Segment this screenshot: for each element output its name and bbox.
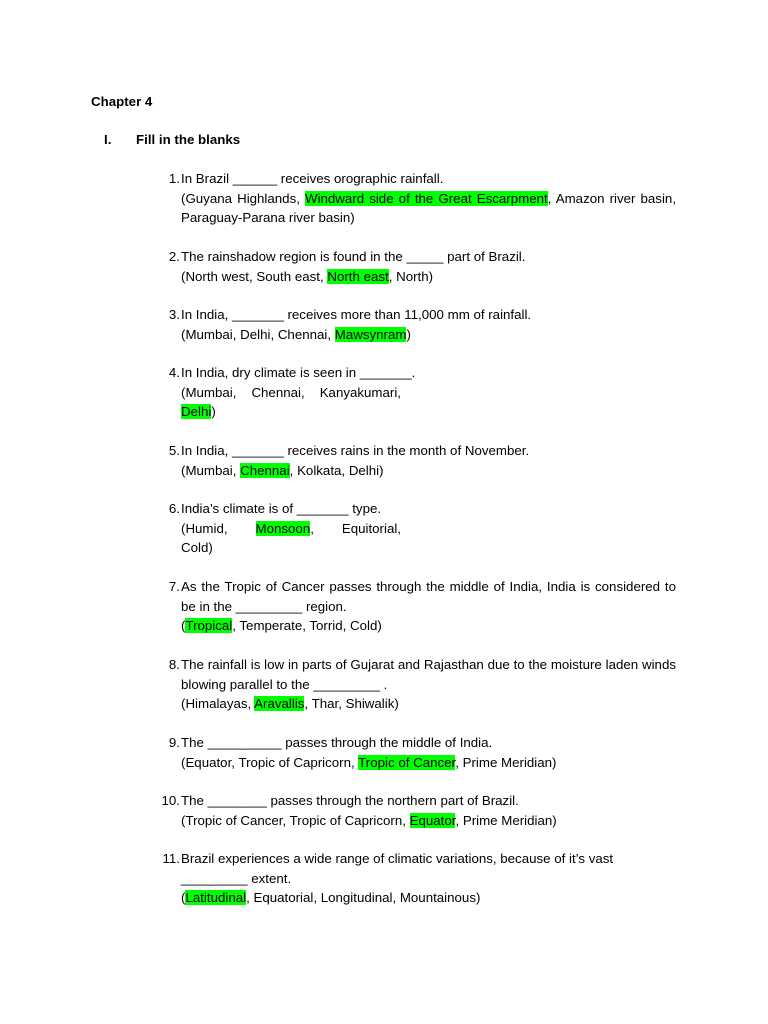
option-answer: Monsoon [255,520,311,536]
question-item [153,305,676,344]
question-item [153,733,676,772]
question-body: As the Tropic of Cancer passes through the middle of India, India is considered to be in the _________ region. (Tropical, Temperate, Torrid, Cold) [181,579,676,633]
question-body: The rainshadow region is found in the _____ part of Brazil. (North west, South east, North east, North) [181,249,526,284]
question-body [181,499,676,558]
question-text: As the Tropic of Cancer passes through the middle of India, India is considered to be in the _________ region. [181,579,676,614]
question-text: Brazil experiences a wide range of climatic variations, because of it’s vast _________ extent. [181,851,614,886]
option-answer: Equator [409,812,456,828]
option-answer: Tropical [185,618,233,633]
option-answer: Chennai [240,462,290,478]
question-number: 10. [161,793,180,808]
option: Himalayas [185,696,248,711]
option: Cold [350,618,378,633]
option: Mountainous [399,890,476,905]
question-number: 1. [168,171,180,186]
question-number: 2. [168,249,180,264]
question-number: 4. [168,365,180,380]
options-line: (Humid, Monsoon, Equitorial, [181,520,401,536]
question-body: In India, _______ receives rains in the month of November. (Mumbai, Chennai, Kolkata, Delhi) [181,443,530,478]
option: Cold [181,540,209,555]
option: Delhi [240,326,271,342]
question-item [153,363,676,422]
option: Guyana Highlands [185,190,297,206]
question-item [153,499,676,558]
option: North [396,268,429,284]
option: Chennai [251,384,301,400]
option: Equitorial [341,520,398,536]
option: Tropic of Capricorn [289,812,403,828]
option-answer: Aravallis [254,696,305,711]
option-answer: Tropic of Cancer [358,754,456,770]
section-number: I. [104,132,112,147]
option: Temperate [239,618,303,633]
question-number: 3. [168,307,180,322]
question-number: 7. [168,579,180,594]
option: Humid [185,520,224,536]
option-answer: Delhi [181,404,212,419]
question-item [153,247,676,286]
option: Thar [311,696,339,711]
option-answer: Latitudinal [185,890,247,905]
option: Kolkata [297,462,342,478]
question-item [153,791,676,830]
option: Prime Meridian [462,754,553,770]
option: Mumbai [185,326,233,342]
question-text: In India, _______ receives more than 11,000 mm of rainfall. [181,307,532,322]
option: Equator [185,754,232,770]
question-number: 9. [168,735,180,750]
option: Longitudinal [320,890,393,905]
options-line: Delhi) [181,404,216,419]
option: North west [185,268,249,284]
option: Prime Meridian [462,812,553,828]
option-answer: North east [327,268,389,284]
option: South east [256,268,320,284]
question-item [153,441,676,480]
chapter-title: Chapter 4 [91,94,153,109]
question-body: Brazil experiences a wide range of climatic variations, because of it’s vast _________ extent. (Latitudinal, Equatorial, Longitudinal, Mountainous) [181,851,614,905]
question-number: 8. [168,657,180,672]
options-line: (Mumbai, Chennai, Kanyakumari, [181,384,401,400]
option: Kanyakumari [319,384,398,400]
option: Equatorial [253,890,314,905]
options-line: Cold) [181,540,213,555]
question-text: The rainfall is low in parts of Gujarat and Rajasthan due to the moisture laden winds blowing parallel to the _________ . [181,657,676,692]
option: Tropic of Capricorn [238,754,352,770]
question-item [153,655,676,714]
question-number: 6. [168,501,180,516]
question-text: In India, dry climate is seen in _______. [181,365,416,380]
option-answer: Windward side of the Great Escarpment [305,190,548,206]
question-body: The rainfall is low in parts of Gujarat and Rajasthan due to the moisture laden winds blowing parallel to the _________ . (Himalayas, Aravallis, Thar, Shiwalik) [181,657,676,711]
section-title: Fill in the blanks [136,132,241,147]
question-text: The __________ passes through the middle of India. [181,735,493,750]
option: Torrid [309,618,343,633]
option: Mumbai [185,462,233,478]
question-body: The __________ passes through the middle of India. (Equator, Tropic of Capricorn, Tropic of Cancer, Prime Meridian) [181,735,557,770]
option: Delhi [348,462,380,478]
option: Chennai [277,326,328,342]
question-body: In India, _______ receives more than 11,000 mm of rainfall. (Mumbai, Delhi, Chennai, Mawsynram) [181,307,532,342]
section-heading [104,130,241,150]
question-item [153,169,676,228]
question-item [153,849,643,908]
question-text: India’s climate is of _______ type. [181,501,382,516]
option: Shiwalik [345,696,395,711]
question-text: The rainshadow region is found in the _____ part of Brazil. [181,249,526,264]
question-number: 5. [168,443,180,458]
question-number: 11. [162,851,180,866]
option: Tropic of Cancer [185,812,283,828]
question-text: The ________ passes through the northern part of Brazil. [181,793,519,808]
question-body: In Brazil ______ receives orographic rainfall. (Guyana Highlands, Windward side of the Great Escarpment, Amazon river basin, Paraguay-Parana river basin) [181,171,677,225]
option: Mumbai [185,384,233,400]
option: Amazon river basin [555,190,673,206]
option: Paraguay-Parana river basin [181,210,351,225]
question-text: In India, _______ receives rains in the month of November. [181,443,530,458]
question-text: In Brazil ______ receives orographic rainfall. [181,171,444,186]
question-body: The ________ passes through the northern part of Brazil. (Tropic of Cancer, Tropic of Capricorn, Equator, Prime Meridian) [181,793,557,828]
option-answer: Mawsynram [334,326,407,342]
question-item [153,577,676,636]
question-body [181,363,676,422]
